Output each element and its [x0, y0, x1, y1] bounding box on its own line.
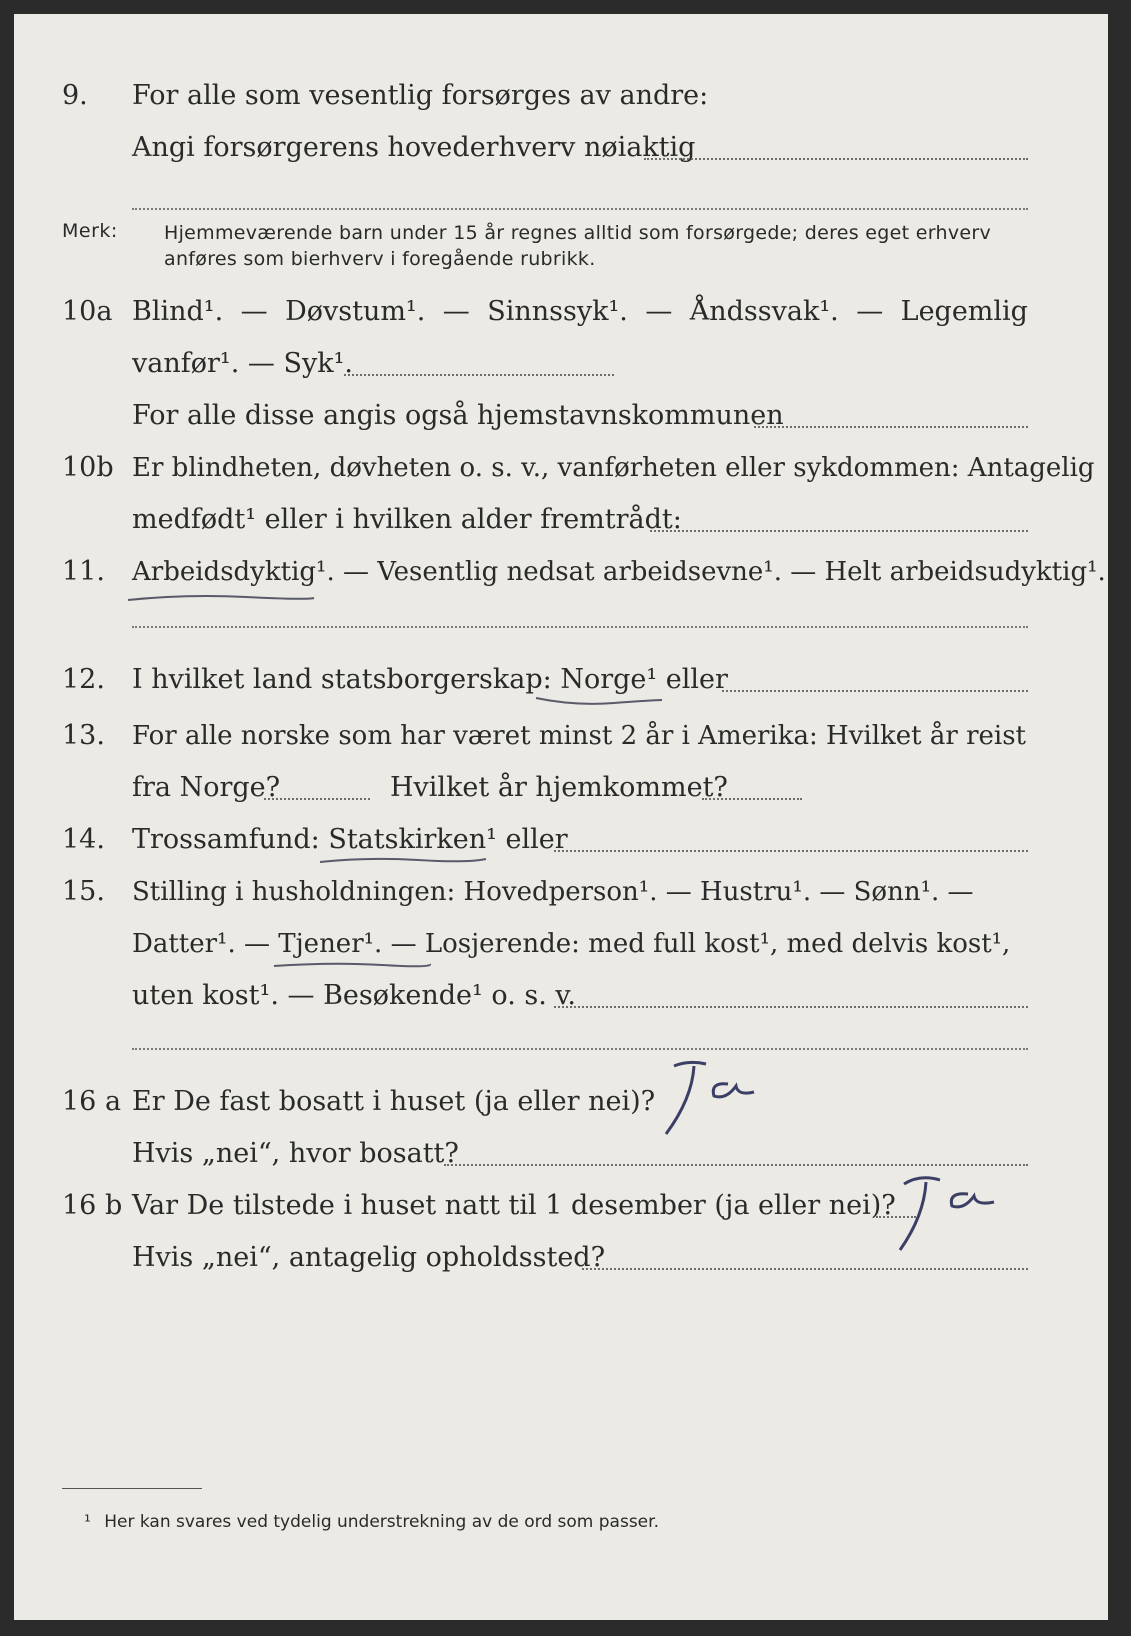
q15-line1: Stilling i husholdningen: Hovedperson¹. — Hustru¹. — Sønn¹. —	[132, 877, 974, 907]
q9-number: 9.	[62, 80, 88, 111]
q9-blank-line[interactable]	[132, 208, 1028, 210]
q16a-number: 16 a	[62, 1086, 122, 1117]
q9-answer-field[interactable]	[644, 158, 1028, 160]
merk-label: Merk:	[62, 220, 118, 242]
q10b-line2: medfødt¹ eller i hvilken alder fremtrådt:	[132, 504, 682, 535]
q16b-line1: Var De tilstede i huset natt til 1 desember (ja eller nei)?	[132, 1190, 896, 1221]
q10b-line1: Er blindheten, døvheten o. s. v., vanførheten eller sykdommen: Antagelig	[132, 453, 1095, 483]
q13-line2b: Hvilket år hjemkommet?	[390, 772, 728, 803]
footnote-marker: ¹	[84, 1512, 91, 1532]
q10a-dash2: —	[442, 296, 470, 327]
q16b-line2: Hvis „nei“, antagelig opholdssted?	[132, 1242, 606, 1273]
q10b-answer-field[interactable]	[650, 530, 1028, 532]
q10a-sinnssyk: Sinnssyk¹.	[487, 296, 628, 327]
q11-number: 11.	[62, 556, 105, 587]
q10b-number: 10b	[62, 452, 114, 483]
q15-number: 15.	[62, 876, 105, 907]
q10a-line2: vanfør¹. — Syk¹.	[132, 348, 353, 379]
q16b-place-field[interactable]	[582, 1268, 1028, 1270]
q14-answer-field[interactable]	[554, 850, 1028, 852]
q16a-line2: Hvis „nei“, hvor bosatt?	[132, 1138, 459, 1169]
q13-line2a: fra Norge?	[132, 772, 281, 803]
q10a-number: 10a	[62, 296, 113, 327]
q14-handwritten-underline	[318, 854, 488, 868]
q14-line1: Trossamfund: Statskirken¹ eller	[132, 824, 568, 855]
q11-blank-line[interactable]	[132, 626, 1028, 628]
q16b-number: 16 b	[62, 1190, 123, 1221]
q13-line1: For alle norske som har været minst 2 år i Amerika: Hvilket år reist	[132, 721, 1026, 751]
q12-handwritten-underline	[534, 694, 664, 708]
q16a-handwritten-answer-ja	[644, 1054, 764, 1140]
q10a-home-field[interactable]	[754, 426, 1028, 428]
q10a-dovstum: Døvstum¹.	[285, 296, 426, 327]
q10a-andssvak: Åndssvak¹.	[689, 296, 839, 327]
q15-answer-field[interactable]	[554, 1006, 1028, 1008]
q10a-answer-field[interactable]	[344, 374, 614, 376]
q10a-line1	[132, 296, 1028, 328]
q15-line3: uten kost¹. — Besøkende¹ o. s. v.	[132, 980, 577, 1011]
footnote-text: Her kan svares ved tydelig understrekning av de ord som passer.	[104, 1512, 659, 1532]
q10a-dash3: —	[645, 296, 673, 327]
q13-year-left-field[interactable]	[264, 798, 370, 800]
q9-line2: Angi forsørgerens hovederhverv nøiaktig	[132, 132, 696, 163]
q16a-line1: Er De fast bosatt i huset (ja eller nei)?	[132, 1086, 656, 1117]
q10a-blind: Blind¹.	[132, 296, 224, 327]
q16b-handwritten-answer-ja	[874, 1164, 1004, 1256]
q10a-dash4: —	[856, 296, 884, 327]
q13-year-returned-field[interactable]	[702, 798, 802, 800]
merk-text: Hjemmeværende barn under 15 år regnes alltid som forsørgede; deres eget erhverv anføres som bierhverv i foregående rubrikk.	[164, 222, 992, 270]
q14-number: 14.	[62, 824, 105, 855]
q15-handwritten-underline	[272, 960, 432, 972]
census-form-page	[14, 14, 1108, 1620]
q12-line1: I hvilket land statsborgerskap: Norge¹ eller	[132, 664, 728, 695]
q11-handwritten-underline	[126, 592, 316, 604]
q10a-line3: For alle disse angis også hjemstavnskommunen	[132, 400, 784, 431]
q13-number: 13.	[62, 720, 105, 751]
q9-line1: For alle som vesentlig forsørges av andre:	[132, 80, 709, 111]
footnote	[84, 1512, 659, 1532]
q15-blank-line[interactable]	[132, 1048, 1028, 1050]
q11-line1: Arbeidsdyktig¹. — Vesentlig nedsat arbeidsevne¹. — Helt arbeidsudyktig¹.	[132, 557, 1106, 587]
q15-line2: Datter¹. — Tjener¹. — Losjerende: med full kost¹, med delvis kost¹,	[132, 929, 1011, 959]
q12-number: 12.	[62, 664, 105, 695]
footnote-rule	[62, 1488, 202, 1489]
q10a-legemlig: Legemlig	[900, 296, 1028, 327]
q10a-dash1: —	[240, 296, 268, 327]
q12-answer-field[interactable]	[722, 690, 1028, 692]
